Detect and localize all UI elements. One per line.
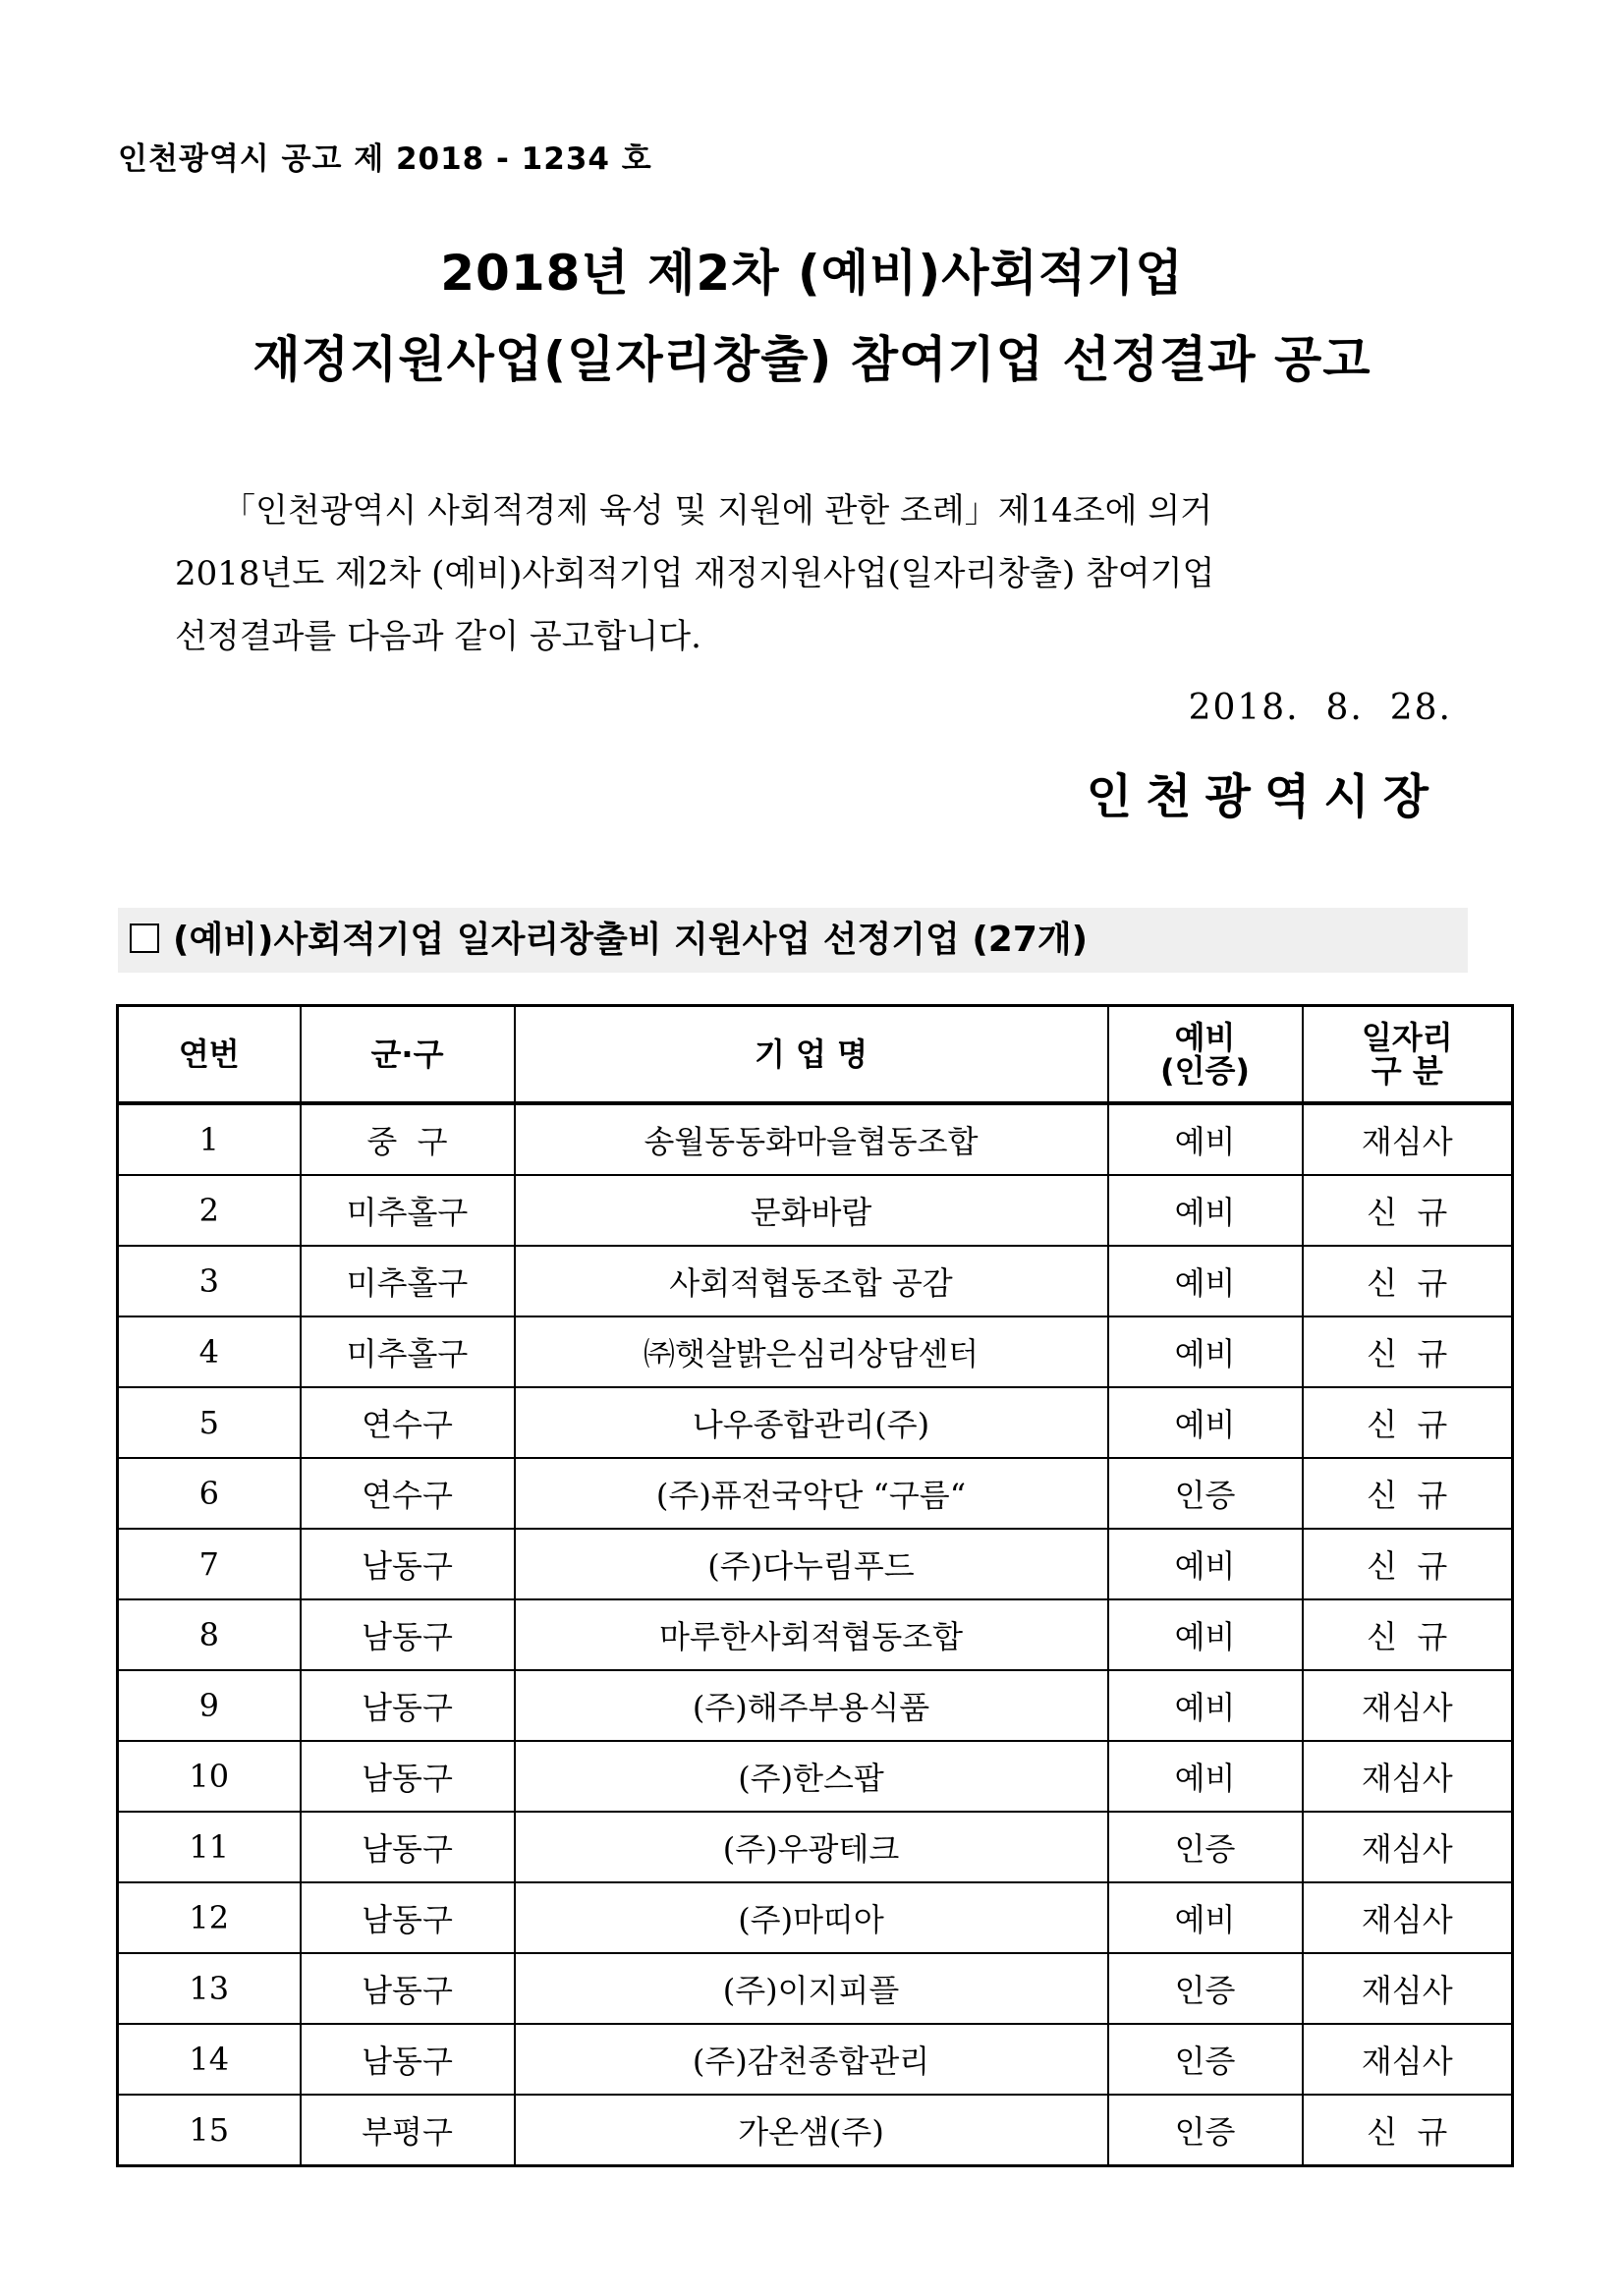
cell-company: (주)우광테크	[515, 1812, 1108, 1882]
cell-category: 재심사	[1303, 2024, 1513, 2095]
table-row	[118, 1812, 1513, 1882]
cell-type: 예비	[1108, 1599, 1303, 1670]
cell-category: 신 규	[1303, 2095, 1513, 2166]
cell-category: 신 규	[1303, 1246, 1513, 1316]
cell-district: 미추홀구	[301, 1246, 515, 1316]
cell-district: 부평구	[301, 2095, 515, 2166]
cell-type: 예비	[1108, 1316, 1303, 1387]
body-line-1: 「인천광역시 사회적경제 육성 및 지원에 관한 조례」제14조에 의거	[222, 491, 1213, 531]
header-district: 군·구	[301, 1006, 515, 1104]
table-header-row	[118, 1006, 1513, 1104]
cell-no: 5	[118, 1387, 301, 1458]
checkbox-square-icon	[130, 924, 159, 953]
cell-type: 예비	[1108, 1670, 1303, 1741]
cell-district: 남동구	[301, 1953, 515, 2024]
header-company: 기 업 명	[515, 1006, 1108, 1104]
body-line-2: 2018년도 제2차 (예비)사회적기업 재정지원사업(일자리창출) 참여기업	[175, 554, 1215, 593]
cell-district: 남동구	[301, 1529, 515, 1599]
cell-type: 인증	[1108, 2024, 1303, 2095]
cell-type: 예비	[1108, 1741, 1303, 1812]
table-row	[118, 1316, 1513, 1387]
table-row	[118, 1246, 1513, 1316]
cell-district: 중 구	[301, 1103, 515, 1175]
cell-district: 남동구	[301, 1599, 515, 1670]
cell-no: 9	[118, 1670, 301, 1741]
table-row	[118, 1458, 1513, 1529]
issuer-name: 인천광역시장	[1086, 769, 1442, 824]
table-row	[118, 1103, 1513, 1175]
cell-company: 문화바람	[515, 1175, 1108, 1246]
section-heading-text: (예비)사회적기업 일자리창출비 지원사업 선정기업 (27개)	[173, 920, 1089, 960]
cell-company: 나우종합관리(주)	[515, 1387, 1108, 1458]
title-line-1: 2018년 제2차 (예비)사회적기업	[440, 245, 1184, 302]
header-type-line-2: (인증)	[1159, 1052, 1251, 1090]
cell-company: (주)감천종합관리	[515, 2024, 1108, 2095]
cell-type: 예비	[1108, 1529, 1303, 1599]
header-type-line-1: 예비	[1174, 1019, 1236, 1056]
cell-category: 신 규	[1303, 1175, 1513, 1246]
cell-company: (주)퓨전국악단 “구름“	[515, 1458, 1108, 1529]
cell-district: 연수구	[301, 1458, 515, 1529]
cell-no: 3	[118, 1246, 301, 1316]
table-row	[118, 1599, 1513, 1670]
cell-no: 11	[118, 1812, 301, 1882]
cell-type: 예비	[1108, 1882, 1303, 1953]
table-row	[118, 1741, 1513, 1812]
notice-number: 인천광역시 공고 제 2018 - 1234 호	[118, 141, 652, 177]
header-category	[1303, 1006, 1513, 1104]
cell-category: 신 규	[1303, 1387, 1513, 1458]
cell-company: (주)해주부용식품	[515, 1670, 1108, 1741]
cell-category: 신 규	[1303, 1316, 1513, 1387]
table-row	[118, 1387, 1513, 1458]
cell-district: 남동구	[301, 2024, 515, 2095]
header-category-line-2: 구 분	[1371, 1052, 1443, 1090]
cell-district: 남동구	[301, 1812, 515, 1882]
header-type	[1108, 1006, 1303, 1104]
table-row	[118, 1953, 1513, 2024]
cell-category: 재심사	[1303, 1812, 1513, 1882]
cell-type: 인증	[1108, 2095, 1303, 2166]
notice-body	[175, 479, 1452, 668]
cell-type: 예비	[1108, 1387, 1303, 1458]
cell-no: 12	[118, 1882, 301, 1953]
cell-no: 10	[118, 1741, 301, 1812]
table-row	[118, 1882, 1513, 1953]
cell-company: (주)한스팝	[515, 1741, 1108, 1812]
cell-district: 남동구	[301, 1670, 515, 1741]
cell-type: 인증	[1108, 1458, 1303, 1529]
cell-company: (주)이지피플	[515, 1953, 1108, 2024]
cell-category: 재심사	[1303, 1953, 1513, 2024]
title-line-2: 재정지원사업(일자리창출) 참여기업 선정결과 공고	[252, 331, 1372, 388]
cell-type: 예비	[1108, 1246, 1303, 1316]
cell-type: 예비	[1108, 1175, 1303, 1246]
cell-district: 미추홀구	[301, 1175, 515, 1246]
cell-category: 신 규	[1303, 1529, 1513, 1599]
cell-no: 13	[118, 1953, 301, 2024]
cell-no: 15	[118, 2095, 301, 2166]
notice-date: 2018. 8. 28.	[1188, 688, 1452, 728]
cell-no: 6	[118, 1458, 301, 1529]
table-row	[118, 2095, 1513, 2166]
cell-district: 연수구	[301, 1387, 515, 1458]
cell-category: 재심사	[1303, 1670, 1513, 1741]
cell-no: 2	[118, 1175, 301, 1246]
selection-table	[116, 1004, 1514, 2167]
body-line-3: 선정결과를 다음과 같이 공고합니다.	[175, 617, 701, 656]
cell-category: 신 규	[1303, 1599, 1513, 1670]
cell-no: 14	[118, 2024, 301, 2095]
cell-company: ㈜햇살밝은심리상담센터	[515, 1316, 1108, 1387]
cell-company: 마루한사회적협동조합	[515, 1599, 1108, 1670]
cell-company: (주)다누림푸드	[515, 1529, 1108, 1599]
cell-no: 8	[118, 1599, 301, 1670]
cell-company: 송월동동화마을협동조합	[515, 1103, 1108, 1175]
table-row	[118, 1529, 1513, 1599]
cell-type: 인증	[1108, 1953, 1303, 2024]
cell-company: 가온샘(주)	[515, 2095, 1108, 2166]
header-category-line-1: 일자리	[1361, 1019, 1453, 1056]
table-row	[118, 1175, 1513, 1246]
table-row	[118, 2024, 1513, 2095]
section-heading	[118, 908, 1468, 973]
cell-category: 재심사	[1303, 1882, 1513, 1953]
cell-category: 재심사	[1303, 1741, 1513, 1812]
header-no: 연번	[118, 1006, 301, 1104]
table-row	[118, 1670, 1513, 1741]
cell-district: 미추홀구	[301, 1316, 515, 1387]
cell-district: 남동구	[301, 1741, 515, 1812]
cell-no: 4	[118, 1316, 301, 1387]
cell-category: 재심사	[1303, 1103, 1513, 1175]
cell-company: 사회적협동조합 공감	[515, 1246, 1108, 1316]
cell-category: 신 규	[1303, 1458, 1513, 1529]
cell-district: 남동구	[301, 1882, 515, 1953]
cell-type: 인증	[1108, 1812, 1303, 1882]
cell-type: 예비	[1108, 1103, 1303, 1175]
cell-no: 1	[118, 1103, 301, 1175]
cell-company: (주)마띠아	[515, 1882, 1108, 1953]
cell-no: 7	[118, 1529, 301, 1599]
